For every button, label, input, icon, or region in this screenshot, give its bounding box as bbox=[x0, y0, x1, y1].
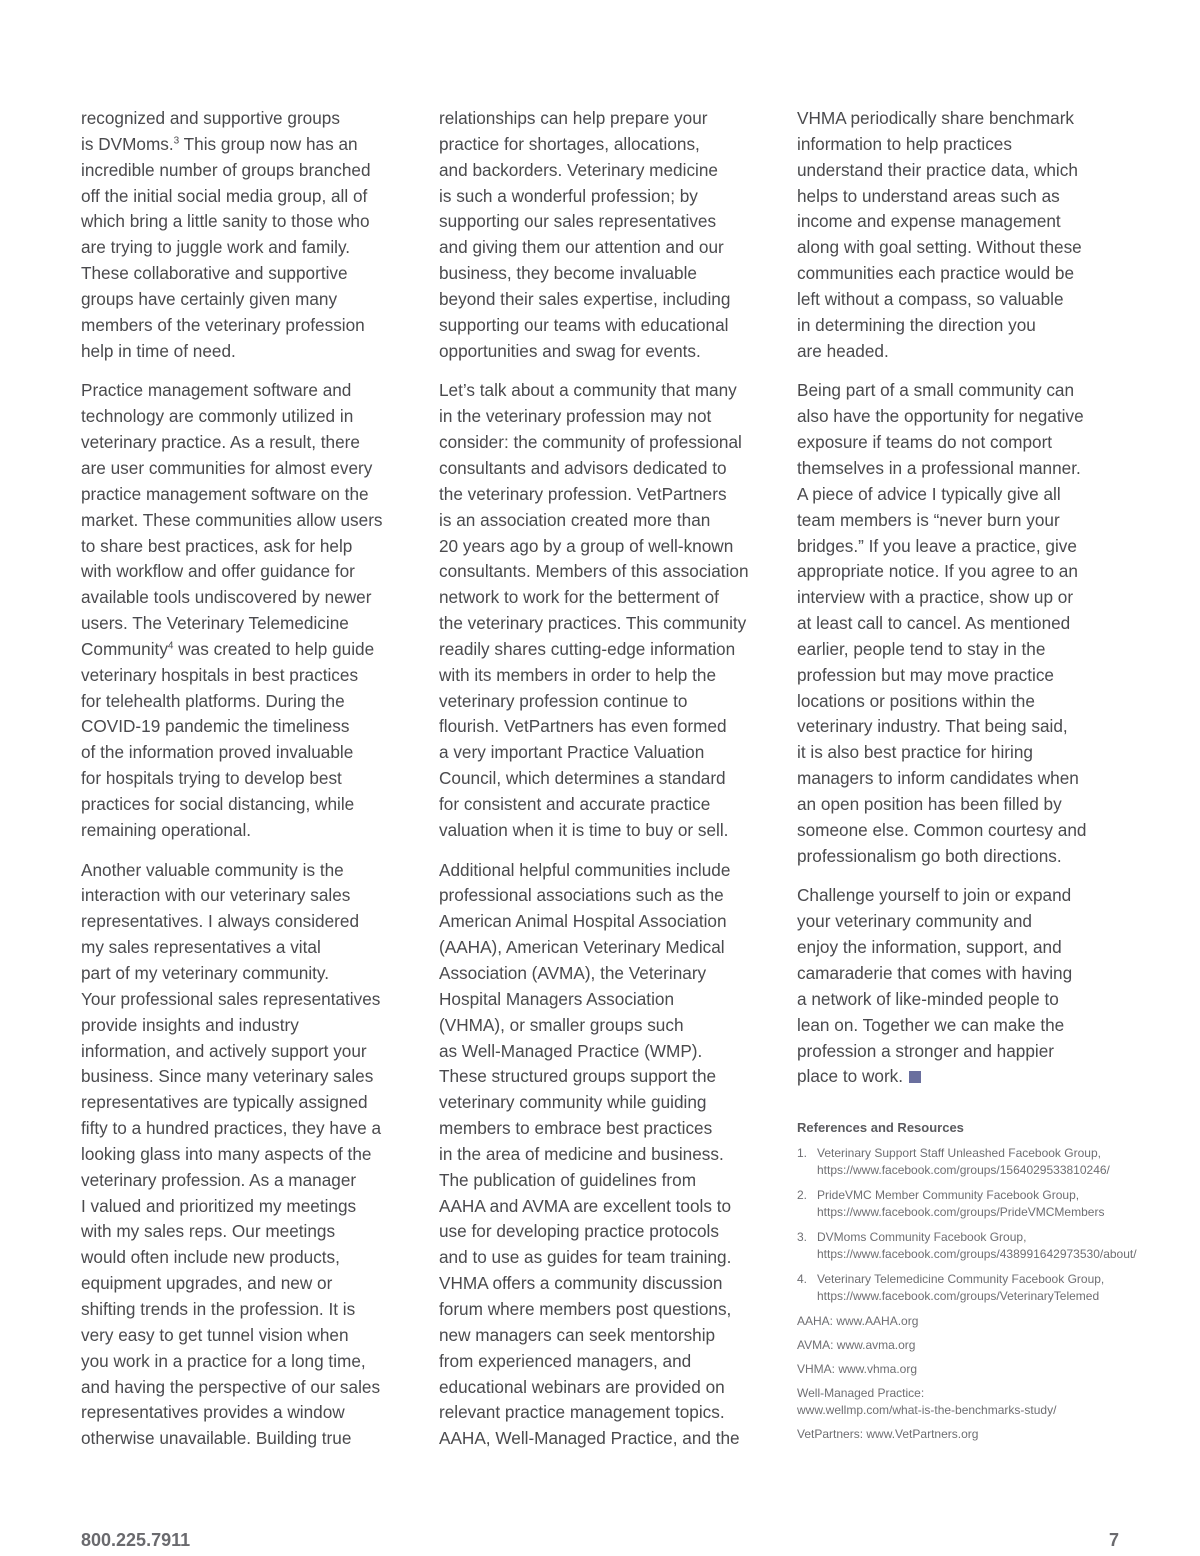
paragraph: Being part of a small community can also have the opportunity for negative exposure if teams do not comport themselves in a professional manner. A piece of advice I typically give all team members is “never burn your bridges.” If you leave a practice, give appropriate notice. If you agree to an interview with a practice, show up or at least call to cancel. As mentioned earlier, people tend to stay in the profession but may move practice locations or positions within the veterinary industry. That being said, it is also best practice for hiring managers to inform candidates when an open position has been filled by someone else. Common courtesy and professionalism go both directions. bbox=[797, 380, 1087, 866]
paragraph: Let’s talk about a community that many in the veterinary profession may not consider: the community of professional consultants and advisors dedicated to the veterinary profession. VetPartners is an association created more than 20 years ago by a group of well-known consultants. Members of this association network to work for the betterment of the veterinary practices. This community readily shares cutting-edge information with its members in order to help the veterinary profession continue to flourish. VetPartners has even formed a very important Practice Valuation Council, which determines a standard for consistent and accurate practice valuation when it is time to buy or sell. bbox=[439, 380, 749, 840]
reference-number: 3. bbox=[797, 1230, 808, 1245]
reference-item bbox=[797, 1145, 1127, 1179]
resource-well-managed-practice[interactable]: Well-Managed Practice: www.wellmp.com/what-is-the-benchmarks-study/ bbox=[797, 1386, 1057, 1418]
paragraph bbox=[797, 883, 1127, 1090]
footnote-marker: 3 bbox=[173, 135, 180, 147]
reference-link[interactable]: https://www.facebook.com/groups/1564029533810246/ bbox=[817, 1163, 1110, 1178]
reference-label: PrideVMC Member Community Facebook Group, bbox=[817, 1188, 1080, 1203]
paragraph: relationships can help prepare your practice for shortages, allocations, and backorders. Veterinary medicine is such a wonderful profession; by supporting our sales representatives and giving them our attention and our business, they become invaluable beyond their sales expertise, including supporting our teams with educational opportunities and swag for events. bbox=[439, 108, 731, 361]
reference-number: 2. bbox=[797, 1188, 808, 1203]
footer-phone-number: 800.225.7911 bbox=[81, 1530, 191, 1550]
paragraph bbox=[81, 106, 411, 364]
reference-label: Veterinary Support Staff Unleashed Facebook Group, bbox=[817, 1146, 1101, 1161]
page-number: 7 bbox=[1108, 1530, 1119, 1550]
text-run: recognized and supportive groups is DVMoms. bbox=[81, 108, 340, 154]
text-run: Practice management software and technology are commonly utilized in veterinary practice. As a result, there are user communities for almost every practice management software on the market. These communities allow users to share best practices, ask for help with workflow and offer guidance for available tools undiscovered by newer users. The Veterinary Telemedicine Community bbox=[81, 380, 383, 659]
reference-item bbox=[797, 1271, 1127, 1305]
references-section bbox=[797, 1120, 1137, 1443]
resource-vhma[interactable]: VHMA: www.vhma.org bbox=[797, 1362, 918, 1377]
reference-number: 4. bbox=[797, 1272, 808, 1287]
paragraph bbox=[81, 378, 411, 843]
paragraph: VHMA periodically share benchmark information to help practices understand their practice data, which helps to understand areas such as income and expense management along with goal setting. Without these communities each practice would be left without a compass, so valuable in determining the direction you are headed. bbox=[797, 108, 1082, 361]
resource-vetpartners[interactable]: VetPartners: www.VetPartners.org bbox=[797, 1427, 979, 1442]
reference-link[interactable]: https://www.facebook.com/groups/438991642973530/about/ bbox=[817, 1247, 1137, 1262]
references-title: References and Resources bbox=[797, 1120, 964, 1136]
reference-link[interactable]: https://www.facebook.com/groups/VeterinaryTelemed bbox=[817, 1289, 1100, 1304]
column-2 bbox=[439, 106, 769, 1466]
end-of-article-square-icon bbox=[909, 1071, 921, 1083]
text-run: This group now has an incredible number of groups branched off the initial social media group, all of which bring a little sanity to those who are trying to juggle work and family. These collaborative and supportive groups have certainly given many members of the veterinary profession help in time of need. bbox=[81, 133, 371, 361]
reference-item bbox=[797, 1229, 1137, 1263]
paragraph: Additional helpful communities include professional associations such as the American Animal Hospital Association (AAHA), American Veterinary Medical Association (AVMA), the Veterinary Hospital Managers Association (VHMA), or smaller groups such as Well-Managed Practice (WMP). These structured groups support the veterinary community while guiding members to embrace best practices in the area of medicine and business. The publication of guidelines from AAHA and AVMA are excellent tools to use for developing practice protocols and to use as guides for team training. VHMA offers a community discussion forum where members post questions, new managers can seek mentorship from experienced managers, and educational webinars are provided on relevant practice management topics. AAHA, Well-Managed Practice, and the bbox=[439, 859, 740, 1449]
column-3 bbox=[797, 106, 1137, 1450]
text-run: was created to help guide veterinary hospitals in best practices for telehealth platforms. During the COVID-19 pandemic the timeliness of the information proved invaluable for hospitals trying to develop best practices for social distancing, while remaining operational. bbox=[81, 638, 375, 840]
reference-label: DVMoms Community Facebook Group, bbox=[817, 1230, 1027, 1245]
resource-avma[interactable]: AVMA: www.avma.org bbox=[797, 1338, 916, 1353]
reference-label: Veterinary Telemedicine Community Facebook Group, bbox=[817, 1272, 1105, 1287]
reference-item bbox=[797, 1187, 1127, 1221]
text-run: Challenge yourself to join or expand your veterinary community and enjoy the information, support, and camaraderie that comes with having a network of like-minded people to lean on. Together we can make the profession a stronger and happier place to work. bbox=[797, 885, 1073, 1087]
paragraph: Another valuable community is the interaction with our veterinary sales representatives. I always considered my sales representatives a vital part of my veterinary community. Your professional sales representatives provide insights and industry information, and actively support your business. Since many veterinary sales representatives are typically assigned fifty to a hundred practices, they have a looking glass into many aspects of the veterinary profession. As a manager I valued and prioritized my meetings with my sales reps. Our meetings would often include new products, equipment upgrades, and new or shifting trends in the profession. It is very easy to get tunnel vision when you work in a practice for a long time, and having the perspective of our sales representatives provides a window otherwise unavailable. Building true bbox=[81, 859, 382, 1449]
reference-link[interactable]: https://www.facebook.com/groups/PrideVMCMembers bbox=[817, 1205, 1105, 1220]
resource-aaha[interactable]: AAHA: www.AAHA.org bbox=[797, 1314, 919, 1329]
footnote-marker: 4 bbox=[167, 640, 174, 652]
reference-number: 1. bbox=[797, 1146, 808, 1161]
references-list bbox=[797, 1145, 1137, 1305]
column-1 bbox=[81, 106, 411, 1466]
